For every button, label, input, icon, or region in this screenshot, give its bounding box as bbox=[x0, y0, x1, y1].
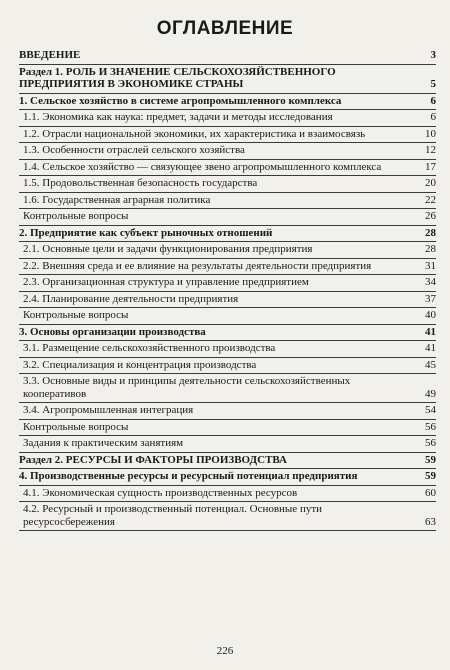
toc-entry-title: 3. Основы организации производства bbox=[19, 325, 206, 338]
toc-entry bbox=[19, 259, 436, 276]
toc-entry-page: 28 bbox=[425, 226, 436, 239]
toc-entry-page: 6 bbox=[430, 111, 436, 123]
toc-entry-page: 31 bbox=[425, 259, 436, 272]
toc-entry bbox=[19, 65, 436, 94]
toc-entry bbox=[19, 226, 436, 243]
toc-entry-title: 1.3. Особенности отраслей сельского хозяйства bbox=[23, 144, 245, 156]
toc-entry-page: 10 bbox=[425, 127, 436, 140]
table-of-contents bbox=[19, 48, 436, 531]
toc-entry-page: 26 bbox=[425, 210, 436, 222]
toc-entry-title: 4.2. Ресурсный и производственный потенциал. Основные пути ресурсосбережения bbox=[23, 503, 323, 528]
toc-entry-title: Раздел 1. РОЛЬ И ЗНАЧЕНИЕ СЕЛЬСКОХОЗЯЙСТВЕННОГО ПРЕДПРИЯТИЯ В ЭКОНОМИКЕ СТРАНЫ bbox=[19, 65, 336, 90]
toc-entry-page: 60 bbox=[425, 486, 436, 499]
toc-entry-title: Контрольные вопросы bbox=[23, 309, 129, 321]
toc-entry bbox=[19, 358, 436, 375]
toc-entry bbox=[19, 110, 436, 127]
toc-entry-title: 1.1. Экономика как наука: предмет, задачи и методы исследования bbox=[23, 111, 333, 123]
toc-entry-page: 54 bbox=[425, 404, 436, 416]
toc-entry bbox=[19, 127, 436, 144]
toc-entry-title: 2. Предприятие как субъект рыночных отношений bbox=[19, 226, 273, 239]
toc-entry-page: 28 bbox=[425, 243, 436, 255]
toc-entry-page: 45 bbox=[425, 358, 436, 371]
toc-entry-title: 1.5. Продовольственная безопасность государства bbox=[23, 177, 258, 189]
toc-entry bbox=[19, 374, 436, 403]
toc-entry bbox=[19, 436, 436, 453]
toc-entry-title: Задания к практическим занятиям bbox=[23, 437, 184, 449]
toc-entry bbox=[19, 420, 436, 437]
toc-entry-page: 3 bbox=[430, 49, 436, 61]
toc-entry bbox=[19, 160, 436, 177]
toc-entry-title: Раздел 2. РЕСУРСЫ И ФАКТОРЫ ПРОИЗВОДСТВА bbox=[19, 453, 287, 466]
toc-entry bbox=[19, 502, 436, 531]
toc-entry-title: 2.1. Основные цели и задачи функционирования предприятия bbox=[23, 243, 313, 255]
toc-entry-page: 17 bbox=[425, 160, 436, 173]
toc-entry bbox=[19, 176, 436, 193]
toc-entry-page: 56 bbox=[425, 437, 436, 449]
toc-entry bbox=[19, 94, 436, 111]
toc-entry-title: 3.4. Агропромышленная интеграция bbox=[23, 404, 194, 416]
toc-entry bbox=[19, 486, 436, 503]
toc-entry bbox=[19, 308, 436, 325]
toc-entry bbox=[19, 453, 436, 470]
toc-entry-title: 2.3. Организационная структура и управление предприятием bbox=[23, 276, 309, 288]
toc-entry-page: 41 bbox=[425, 342, 436, 354]
toc-entry-page: 37 bbox=[425, 292, 436, 305]
toc-entry bbox=[19, 275, 436, 292]
page-title: ОГЛАВЛЕНИЕ bbox=[156, 18, 294, 39]
toc-entry-title: 4.1. Экономическая сущность производственных ресурсов bbox=[23, 486, 298, 499]
toc-entry-title: 1.6. Государственная аграрная политика bbox=[23, 193, 211, 206]
toc-entry-title: Контрольные вопросы bbox=[23, 420, 129, 433]
toc-entry-title: 2.2. Внешняя среда и ее влияние на результаты деятельности предприятия bbox=[23, 259, 372, 272]
toc-entry-page: 59 bbox=[425, 453, 436, 466]
toc-entry bbox=[19, 325, 436, 342]
page-number: 226 bbox=[216, 645, 234, 657]
toc-entry-page: 56 bbox=[425, 420, 436, 433]
toc-entry-page: 41 bbox=[425, 325, 436, 338]
toc-entry-page: 63 bbox=[425, 515, 436, 528]
toc-entry-page: 49 bbox=[425, 387, 436, 400]
toc-entry-page: 59 bbox=[425, 470, 436, 482]
toc-entry-page: 34 bbox=[425, 276, 436, 288]
toc-entry-title: Контрольные вопросы bbox=[23, 210, 129, 222]
toc-entry bbox=[19, 242, 436, 259]
toc-entry bbox=[19, 209, 436, 226]
toc-entry-title: 2.4. Планирование деятельности предприятия bbox=[23, 292, 239, 305]
toc-entry bbox=[19, 193, 436, 210]
toc-entry-page: 40 bbox=[425, 309, 436, 321]
toc-entry-title: 1.2. Отрасли национальной экономики, их характеристика и взаимосвязь bbox=[23, 127, 366, 140]
toc-entry-title: 1. Сельское хозяйство в системе агропромышленного комплекса bbox=[19, 94, 342, 107]
toc-entry-title: 3.3. Основные виды и принципы деятельности сельскохозяйственных кооперативов bbox=[23, 375, 351, 400]
toc-entry-page: 5 bbox=[430, 78, 436, 90]
toc-entry-title: 3.2. Специализация и концентрация производства bbox=[23, 358, 257, 371]
toc-entry bbox=[19, 403, 436, 420]
toc-entry-title: 3.1. Размещение сельскохозяйственного производства bbox=[23, 342, 276, 354]
toc-entry-title: 4. Производственные ресурсы и ресурсный потенциал предприятия bbox=[19, 470, 358, 482]
toc-entry bbox=[19, 469, 436, 486]
toc-entry-title: 1.4. Сельское хозяйство — связующее звено агропромышленного комплекса bbox=[23, 160, 382, 173]
toc-entry-title: ВВЕДЕНИЕ bbox=[19, 49, 81, 61]
toc-entry-page: 6 bbox=[430, 94, 436, 107]
toc-entry bbox=[19, 48, 436, 65]
toc-entry-page: 22 bbox=[425, 193, 436, 206]
toc-entry-page: 12 bbox=[425, 144, 436, 156]
toc-entry bbox=[19, 143, 436, 160]
toc-entry bbox=[19, 341, 436, 358]
toc-entry bbox=[19, 292, 436, 309]
toc-entry-page: 20 bbox=[425, 177, 436, 189]
